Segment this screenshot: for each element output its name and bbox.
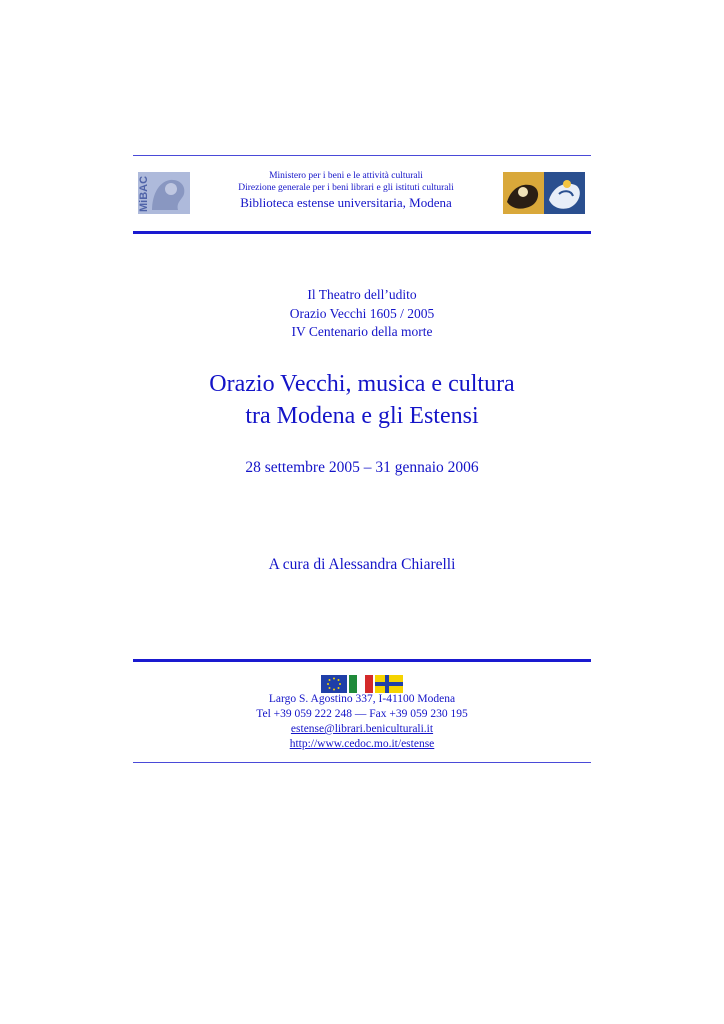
exhibition-dates: 28 settembre 2005 – 31 gennaio 2006 (245, 459, 479, 476)
footer-contact (0, 692, 724, 752)
header-text (193, 170, 499, 209)
phone-fax: Tel +39 059 222 248 — Fax +39 059 230 195 (256, 708, 468, 720)
header-rule (133, 231, 591, 234)
intro-line-3: IV Centenario della morte (291, 324, 433, 339)
main-title (0, 368, 724, 432)
intro-line-1: Il Theatro dell’udito (307, 287, 417, 302)
bottom-rule (133, 762, 591, 763)
email-link[interactable]: estense@librari.beniculturali.it (290, 723, 434, 735)
mibac-logo (138, 172, 190, 214)
top-rule (133, 155, 591, 156)
intro (0, 286, 724, 342)
estense-logo (503, 172, 585, 214)
website-link[interactable]: http://www.cedoc.mo.it/estense (289, 738, 435, 750)
emilia-romagna-flag-icon (375, 675, 403, 693)
library-name: Biblioteca estense universitaria, Modena (240, 195, 452, 210)
footer-rule (133, 659, 591, 662)
title-line-1: Orazio Vecchi, musica e cultura (209, 371, 515, 397)
address: Largo S. Agostino 337, I-41100 Modena (268, 693, 456, 705)
curator: A cura di Alessandra Chiarelli (268, 556, 456, 573)
intro-line-2: Orazio Vecchi 1605 / 2005 (289, 305, 435, 321)
direction-name: Direzione generale per i beni librari e gli istituti culturali (238, 183, 454, 193)
ministry-name: Ministero per i beni e le attività culturali (269, 171, 423, 181)
italy-flag-icon (349, 675, 373, 693)
eu-flag-icon (321, 675, 347, 693)
title-line-2: tra Modena e gli Estensi (245, 403, 479, 429)
header (133, 166, 591, 222)
mibac-logo-text: MiBAC (138, 175, 150, 212)
flags (321, 675, 403, 693)
